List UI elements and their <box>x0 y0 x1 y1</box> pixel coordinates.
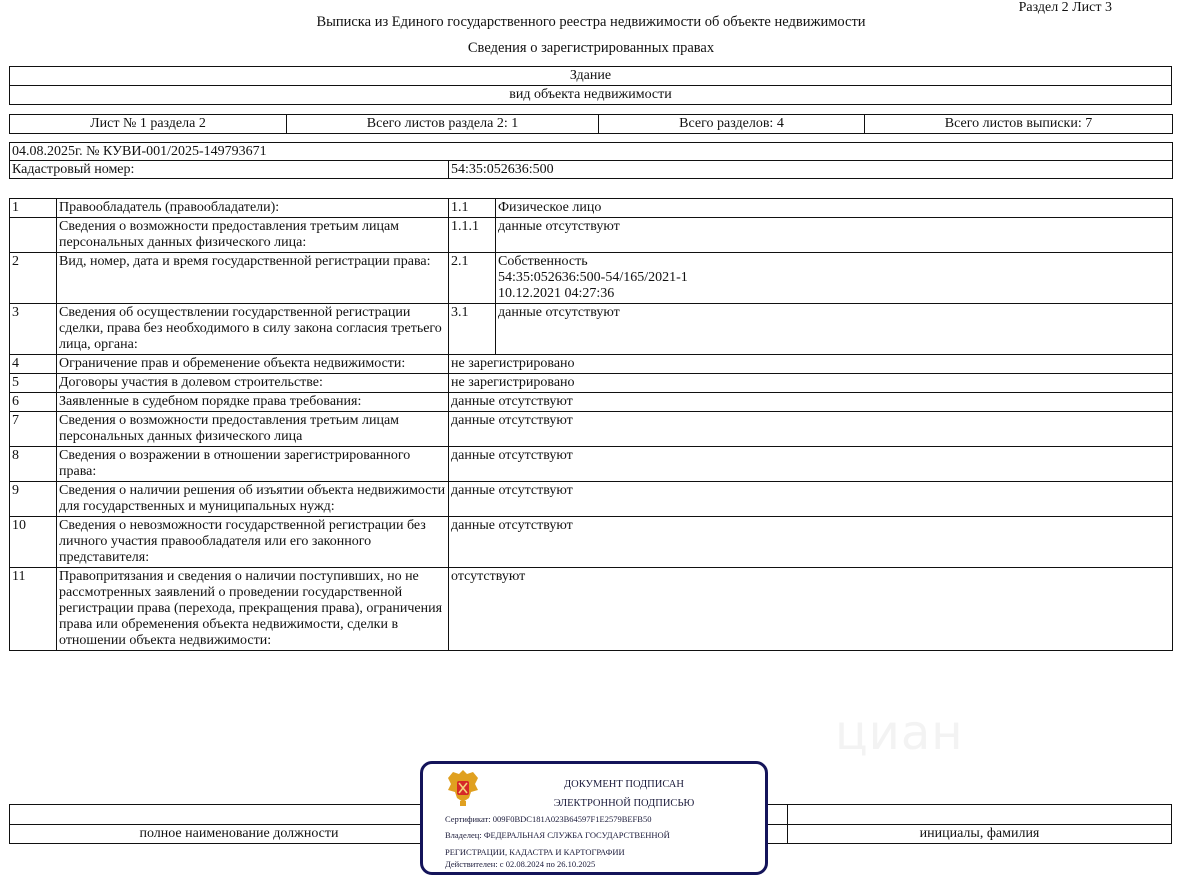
doc-reference: 04.08.2025г. № КУВИ-001/2025-149793671 <box>10 143 1173 161</box>
object-type: Здание <box>10 67 1172 86</box>
stamp-validity: Действителен: с 02.08.2024 по 26.10.2025 <box>445 859 596 869</box>
row-label: Сведения о невозможности государственной регистрации без личного участия правообладателя или его законного представителя: <box>57 517 449 568</box>
row-number: 11 <box>10 568 57 651</box>
stamp-owner-line1: Владелец: ФЕДЕРАЛЬНАЯ СЛУЖБА ГОСУДАРСТВЕННОЙ <box>445 830 670 840</box>
stamp-title-line2: ЭЛЕКТРОННОЙ ПОДПИСЬЮ <box>553 798 695 809</box>
row-label: Договоры участия в долевом строительстве: <box>57 374 449 393</box>
coat-of-arms-icon <box>445 768 481 808</box>
row-value: данные отсутствуют <box>449 517 1173 568</box>
table-row <box>10 517 1173 568</box>
position-caption: полное наименование должности <box>139 826 339 841</box>
total-sections: Всего разделов: 4 <box>599 115 865 134</box>
cadastral-value: 54:35:052636:500 <box>449 161 1173 179</box>
table-row <box>10 412 1173 447</box>
row-label: Ограничение прав и обременение объекта недвижимости: <box>57 355 449 374</box>
object-type-caption: вид объекта недвижимости <box>10 86 1172 105</box>
row-subnumber: 1.1.1 <box>449 218 496 253</box>
total-sheets-section: Всего листов раздела 2: 1 <box>287 115 599 134</box>
row-number: 3 <box>10 304 57 355</box>
registry-table <box>9 142 1173 179</box>
row-label: Сведения о возможности предоставления третьим лицам персональных данных физического лица <box>57 412 449 447</box>
stamp-owner-line2: РЕГИСТРАЦИИ, КАДАСТРА И КАРТОГРАФИИ <box>445 847 625 857</box>
watermark-logo: циан <box>835 705 964 761</box>
cadastral-label: Кадастровый номер: <box>10 161 449 179</box>
row-label: Правопритязания и сведения о наличии поступивших, но не рассмотренных заявлений о проведении государственной регистрации права (перехода, прекращения права), ограничения права или обременения объекта недвижимости, сделки в отношении объекта недвижимости: <box>57 568 449 651</box>
row-value: данные отсутствуют <box>449 447 1173 482</box>
row-value: данные отсутствуют <box>496 218 1173 253</box>
rights-table <box>9 198 1173 651</box>
table-row <box>10 218 1173 253</box>
row-label: Правообладатель (правообладатели): <box>57 199 449 218</box>
table-row <box>10 447 1173 482</box>
row-number: 9 <box>10 482 57 517</box>
row-number: 7 <box>10 412 57 447</box>
document-title: Выписка из Единого государственного реестра недвижимости об объекте недвижимости <box>316 14 866 30</box>
registration-number: 54:35:052636:500-54/165/2021-1 <box>498 270 688 285</box>
row-number: 4 <box>10 355 57 374</box>
row-value: не зарегистрировано <box>449 374 1173 393</box>
row-label: Сведения о возможности предоставления третьим лицам персональных данных физического лица: <box>57 218 449 253</box>
row-subnumber: 1.1 <box>449 199 496 218</box>
table-row <box>10 482 1173 517</box>
row-value: Физическое лицо <box>496 199 1173 218</box>
row-label: Сведения об осуществлении государственной регистрации сделки, права без необходимого в силу закона согласия третьего лица, органа: <box>57 304 449 355</box>
e-signature-stamp <box>420 761 768 875</box>
row-number: 5 <box>10 374 57 393</box>
table-row <box>10 304 1173 355</box>
row-number: 2 <box>10 253 57 304</box>
row-value: данные отсутствуют <box>496 304 1173 355</box>
row-label: Сведения о наличии решения об изъятии объекта недвижимости для государственных и муниципальных нужд: <box>57 482 449 517</box>
table-row <box>10 199 1173 218</box>
name-caption: инициалы, фамилия <box>919 826 1040 841</box>
stamp-title-line1: ДОКУМЕНТ ПОДПИСАН <box>564 779 684 790</box>
row-value: отсутствуют <box>449 568 1173 651</box>
total-sheets-extract: Всего листов выписки: 7 <box>865 115 1173 134</box>
table-row <box>10 568 1173 651</box>
row-value <box>496 253 1173 304</box>
row-subnumber: 2.1 <box>449 253 496 304</box>
stamp-certificate: Сертификат: 009F0BDC181A023B64597F1E2579BEFB50 <box>445 814 652 824</box>
row-number <box>10 218 57 253</box>
row-value: не зарегистрировано <box>449 355 1173 374</box>
row-value: данные отсутствуют <box>449 412 1173 447</box>
row-number: 6 <box>10 393 57 412</box>
table-row <box>10 393 1173 412</box>
table-row <box>10 253 1173 304</box>
sheets-info-table <box>9 114 1173 134</box>
row-value: данные отсутствуют <box>449 482 1173 517</box>
row-label: Сведения о возражении в отношении зарегистрированного права: <box>57 447 449 482</box>
row-number: 1 <box>10 199 57 218</box>
row-number: 8 <box>10 447 57 482</box>
object-type-table <box>9 66 1172 105</box>
registration-datetime: 10.12.2021 04:27:36 <box>498 286 615 301</box>
row-value: данные отсутствуют <box>449 393 1173 412</box>
page-reference: Раздел 2 Лист 3 <box>1018 0 1112 15</box>
row-label: Заявленные в судебном порядке права требования: <box>57 393 449 412</box>
table-row <box>10 374 1173 393</box>
table-row <box>10 355 1173 374</box>
row-label: Вид, номер, дата и время государственной регистрации права: <box>57 253 449 304</box>
row-number: 10 <box>10 517 57 568</box>
right-type: Собственность <box>498 254 588 269</box>
row-subnumber: 3.1 <box>449 304 496 355</box>
document-subtitle: Сведения о зарегистрированных правах <box>467 40 715 56</box>
sheet-number: Лист № 1 раздела 2 <box>10 115 287 134</box>
